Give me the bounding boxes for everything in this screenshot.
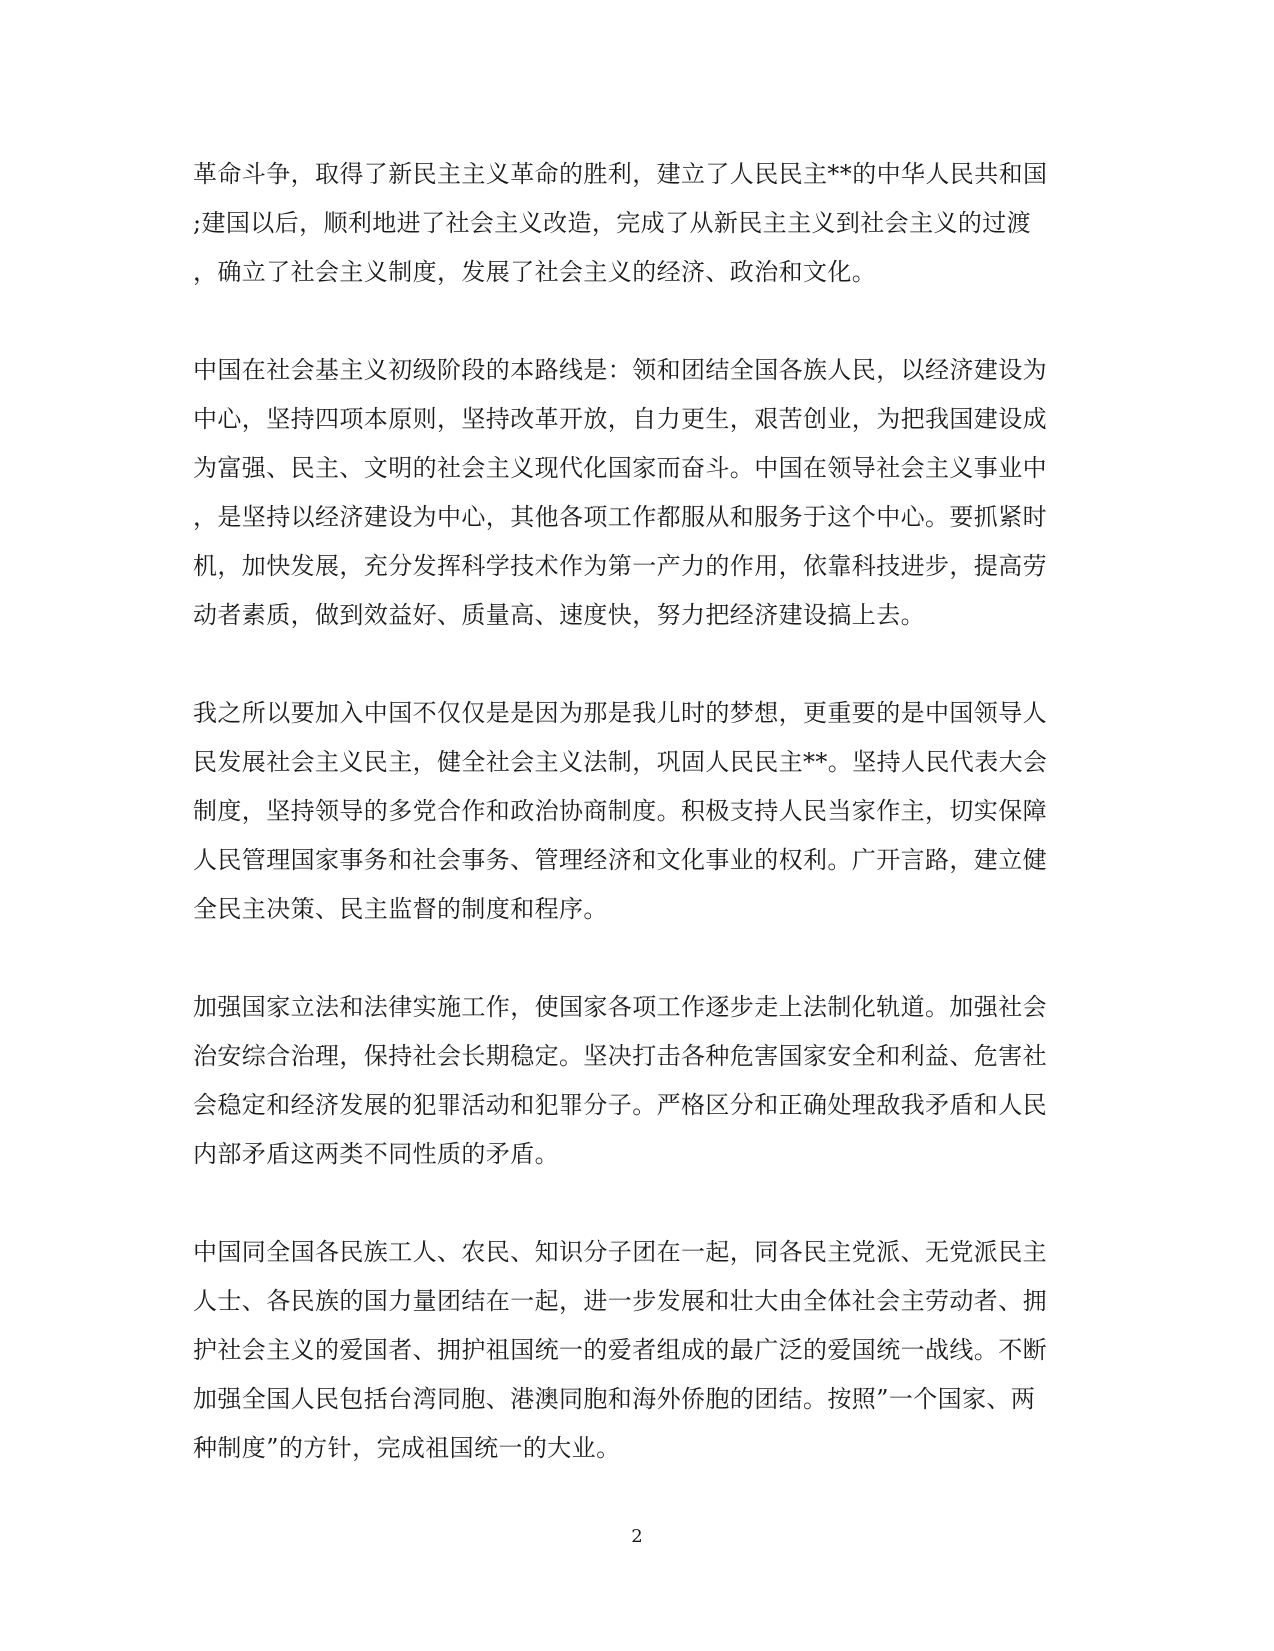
text-line: 革命斗争，取得了新民主主义革命的胜利，建立了人民民主**的中华人民共和国 <box>193 160 1048 188</box>
text-line: ，确立了社会主义制度，发展了社会主义的经济、政治和文化。 <box>193 258 877 286</box>
paragraph <box>193 150 1073 297</box>
paragraph <box>193 689 1073 934</box>
text-line: 治安综合治理，保持社会长期稳定。坚决打击各种危害国家安全和利益、危害社 <box>193 1042 1047 1070</box>
text-line: 动者素质，做到效益好、质量高、速度快，努力把经济建设搞上去。 <box>193 601 925 629</box>
text-line: 中国在社会基主义初级阶段的本路线是：领和团结全国各族人民，以经济建设为 <box>193 356 1047 384</box>
text-line: 中心，坚持四项本原则，坚持改革开放，自力更生，艰苦创业，为把我国建设成 <box>193 405 1047 433</box>
text-line: 人士、各民族的国力量团结在一起，进一步发展和壮大由全体社会主劳动者、拥 <box>193 1287 1047 1315</box>
text-line: 加强国家立法和法律实施工作，使国家各项工作逐步走上法制化轨道。加强社会 <box>193 993 1047 1021</box>
text-line: 机，加快发展，充分发挥科学技术作为第一产力的作用，依靠科技进步，提高劳 <box>193 552 1047 580</box>
document-body <box>193 150 1073 1522</box>
paragraph <box>193 346 1073 640</box>
page-number: 2 <box>631 1526 643 1547</box>
text-line: 中国同全国各民族工人、农民、知识分子团在一起，同各民主党派、无党派民主 <box>193 1238 1047 1266</box>
text-line: ，是坚持以经济建设为中心，其他各项工作都服从和服务于这个中心。要抓紧时 <box>193 503 1047 531</box>
text-line: 内部矛盾这两类不同性质的矛盾。 <box>193 1140 559 1168</box>
text-line: 为富强、民主、文明的社会主义现代化国家而奋斗。中国在领导社会主义事业中 <box>193 454 1047 482</box>
paragraph <box>193 1228 1073 1473</box>
text-line: 全民主决策、民主监督的制度和程序。 <box>193 895 608 923</box>
text-line: ;建国以后，顺利地进了社会主义改造，完成了从新民主主义到社会主义的过渡 <box>193 209 1032 237</box>
paragraph <box>193 983 1073 1179</box>
text-line: 民发展社会主义民主，健全社会主义法制，巩固人民民主**。坚持人民代表大会 <box>193 748 1048 776</box>
text-line: 种制度”的方针，完成祖国统一的大业。 <box>193 1434 621 1462</box>
text-line: 制度，坚持领导的多党合作和政治协商制度。积极支持人民当家作主，切实保障 <box>193 797 1047 825</box>
text-line: 护社会主义的爱国者、拥护祖国统一的爱者组成的最广泛的爱国统一战线。不断 <box>193 1336 1047 1364</box>
text-line: 我之所以要加入中国不仅仅是是因为那是我儿时的梦想，更重要的是中国领导人 <box>193 699 1047 727</box>
text-line: 加强全国人民包括台湾同胞、港澳同胞和海外侨胞的团结。按照”一个国家、两 <box>193 1385 1036 1413</box>
text-line: 会稳定和经济发展的犯罪活动和犯罪分子。严格区分和正确处理敌我矛盾和人民 <box>193 1091 1047 1119</box>
text-line: 人民管理国家事务和社会事务、管理经济和文化事业的权利。广开言路，建立健 <box>193 846 1047 874</box>
